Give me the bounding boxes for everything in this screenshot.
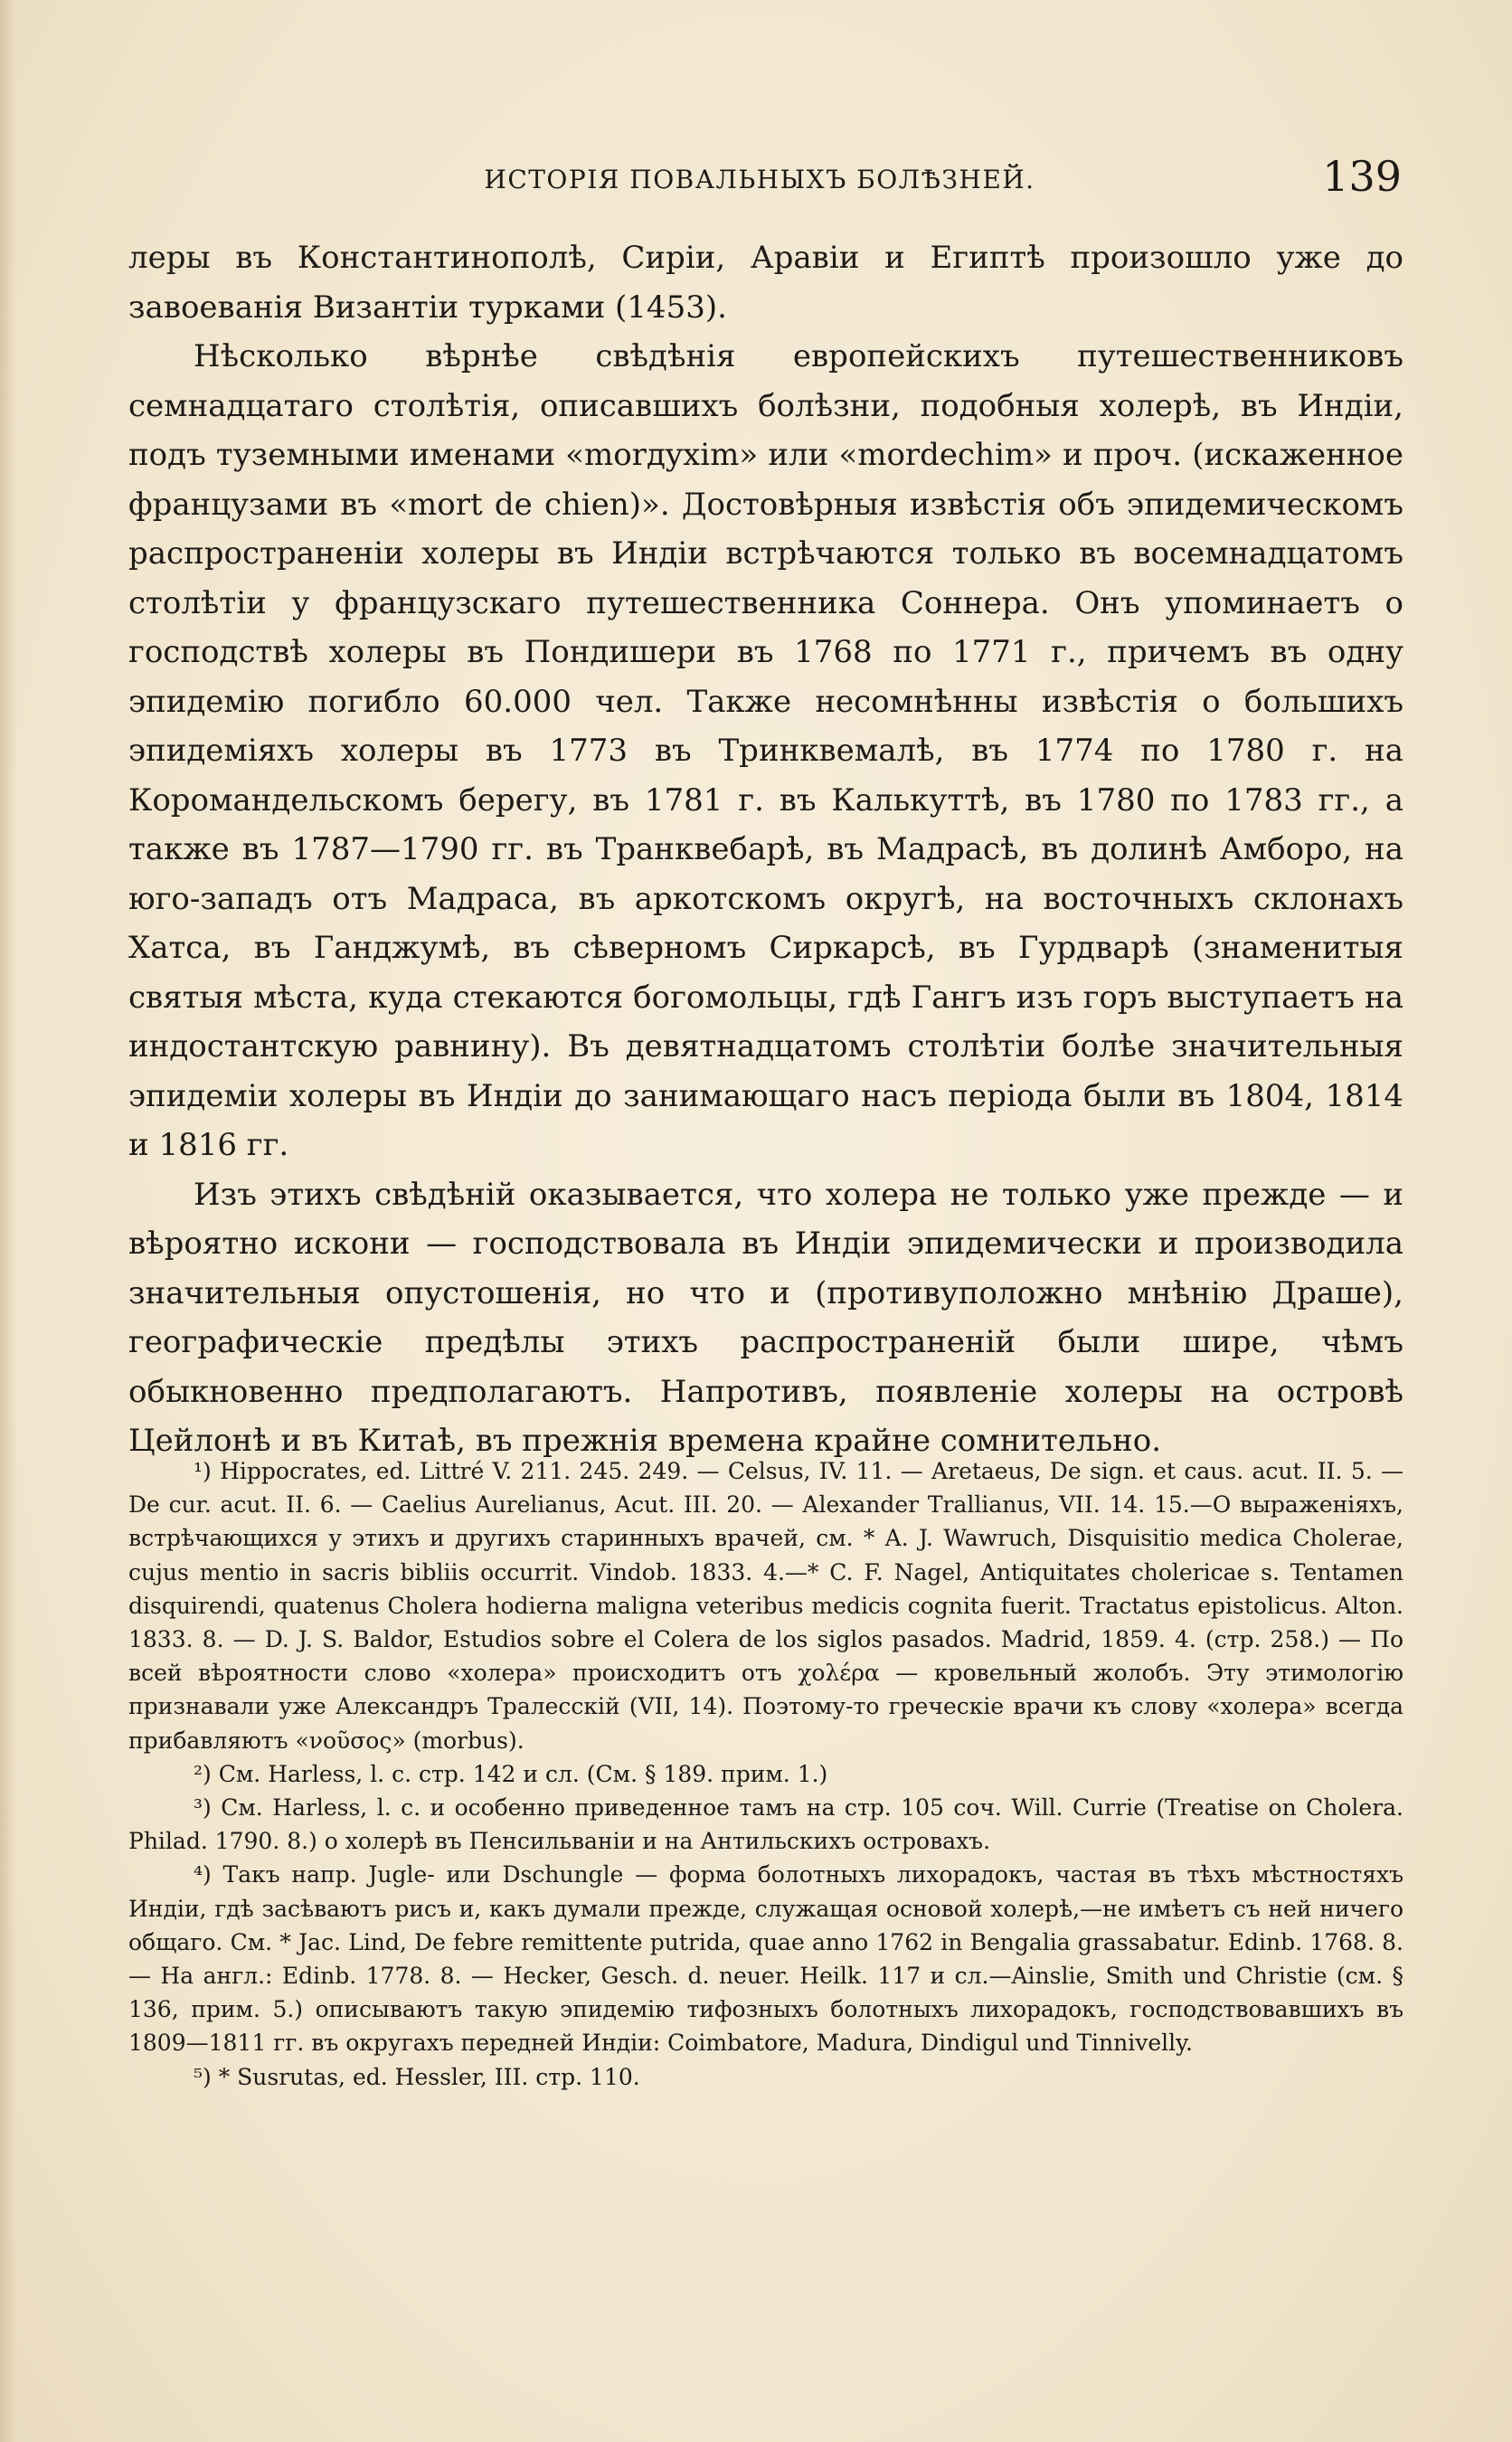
page-gutter-shadow — [0, 0, 16, 2442]
footnote-1: ¹) Hippocrates, ed. Littré V. 211. 245. 249. — Celsus, IV. 11. — Aretaeus, De sign. et caus. acut. II. 5. — De cur. acut. II. 6. — Caelius Aurelianus, Acut. III. 20. — Alexander Trallianus, VII. 14. 15.—О выраженіяхъ, встрѣчающихся у этихъ и другихъ старинныхъ врачей, см. * A. J. Wawruch, Disquisitio medica Cholerae, cujus mentio in sacris bibliis occurrit. Vindob. 1833. 4.—* C. F. Nagel, Antiquitates cholericae s. Tentamen disquirendi, quatenus Cholera hodierna maligna veteribus medicis cognita fuerit. Tractatus epistolicus. Alton. 1833. 8. — D. J. S. Baldor, Estudios sobre el Colera de los siglos pasados. Madrid, 1859. 4. (стр. 258.) — По всей вѣроятности слово «холера» происходитъ отъ χολέρα — кровельный жолобъ. Эту этимологію признавали уже Александръ Тралесскій (VII, 14). Поэтому-то греческіе врачи къ слову «холера» всегда прибавляютъ «νοῦσος» (morbus). — [128, 1458, 1403, 1754]
running-title: ИСТОРІЯ ПОВАЛЬНЫХЪ БОЛѢЗНЕЙ. — [484, 165, 1035, 194]
footnote-3: ³) См. Harless, l. c. и особенно приведенное тамъ на стр. 105 соч. Will. Currie (Treatise on Cholera. Philad. 1790. 8.) о холерѣ въ Пенсильваніи и на Антильскихъ островахъ. — [128, 1794, 1403, 1855]
page-number: 139 — [1322, 152, 1402, 201]
main-text — [128, 233, 1403, 1466]
footnote-2: ²) См. Harless, l. c. стр. 142 и сл. (См. § 189. прим. 1.) — [194, 1760, 828, 1787]
footnotes — [128, 1454, 1403, 2094]
footnote-4: ⁴) Такъ напр. Jugle- или Dschungle — форма болотныхъ лихорадокъ, частая въ тѣхъ мѣстностяхъ Индіи, гдѣ засѣваютъ рисъ и, какъ думали прежде, служащая основой холерѣ,—не имѣетъ съ ней ничего общаго. См. * Jac. Lind, De febre remittente putrida, quae anno 1762 in Bengalia grassabatur. Edinb. 1768. 8. — На англ.: Edinb. 1778. 8. — Hecker, Gesch. d. neuer. Heilk. 117 и сл.—Ainslie, Smith und Christie (см. § 136, прим. 5.) описываютъ такую эпидемію тифозныхъ болотныхъ лихорадокъ, господствовавшихъ въ 1809—1811 гг. въ округахъ передней Индіи: Coimbatore, Madura, Dindigul und Tinnivelly. — [128, 1861, 1403, 2057]
paragraph-2: Нѣсколько вѣрнѣе свѣдѣнія европейскихъ путешественниковъ семнадцатаго столѣтія, описавшихъ болѣзни, подобныя холерѣ, въ Индіи, подъ туземными именами «morдyxim» или «mordechim» и проч. (искаженное французами въ «mort de chien)». Достовѣрныя извѣстія объ эпидемическомъ распространеніи холеры въ Индіи встрѣчаются только въ восемнадцатомъ столѣтіи у французскаго путешественника Соннера. Онъ упоминаетъ о господствѣ холеры въ Пондишери въ 1768 по 1771 г., причемъ въ одну эпидемію погибло 60.000 чел. Также несомнѣнны извѣстія о большихъ эпидеміяхъ холеры въ 1773 въ Тринквемалѣ, въ 1774 по 1780 г. на Коромандельскомъ берегу, въ 1781 г. въ Калькуттѣ, въ 1780 по 1783 гг., а также въ 1787—1790 гг. въ Транквебарѣ, въ Мадрасѣ, въ долинѣ Амборо, на юго-западъ отъ Мадраса, въ аркотскомъ округѣ, на восточныхъ склонахъ Хатса, въ Ганджумѣ, въ сѣверномъ Сиркарсѣ, въ Гурдварѣ (знаменитыя святыя мѣста, куда стекаются богомольцы, гдѣ Гангъ изъ горъ выступаетъ на индостантскую равнину). Въ девятнадцатомъ столѣтіи болѣе значительныя эпидеміи холеры въ Индіи до занимающаго насъ періода были въ 1804, 1814 и 1816 гг. — [128, 338, 1403, 1163]
paragraph-3: Изъ этихъ свѣдѣній оказывается, что холера не только уже прежде — и вѣроятно искони — господствовала въ Индіи эпидемически и производила значительныя опустошенія, но что и (противуположно мнѣнію Драше), географическіе предѣлы этихъ распространеній были шире, чѣмъ обыкновенно предполагаютъ. Напротивъ, появленіе холеры на островѣ Цейлонѣ и въ Китаѣ, въ прежнія времена крайне сомнительно. — [128, 1176, 1403, 1459]
footnote-5: ⁵) * Susrutas, ed. Hessler, III. стр. 110. — [194, 2063, 640, 2090]
page-header — [118, 152, 1402, 206]
paragraph-1: леры въ Константинополѣ, Сиріи, Аравіи и Египтѣ произошло уже до завоеванія Византіи турками (1453). — [128, 240, 1403, 326]
